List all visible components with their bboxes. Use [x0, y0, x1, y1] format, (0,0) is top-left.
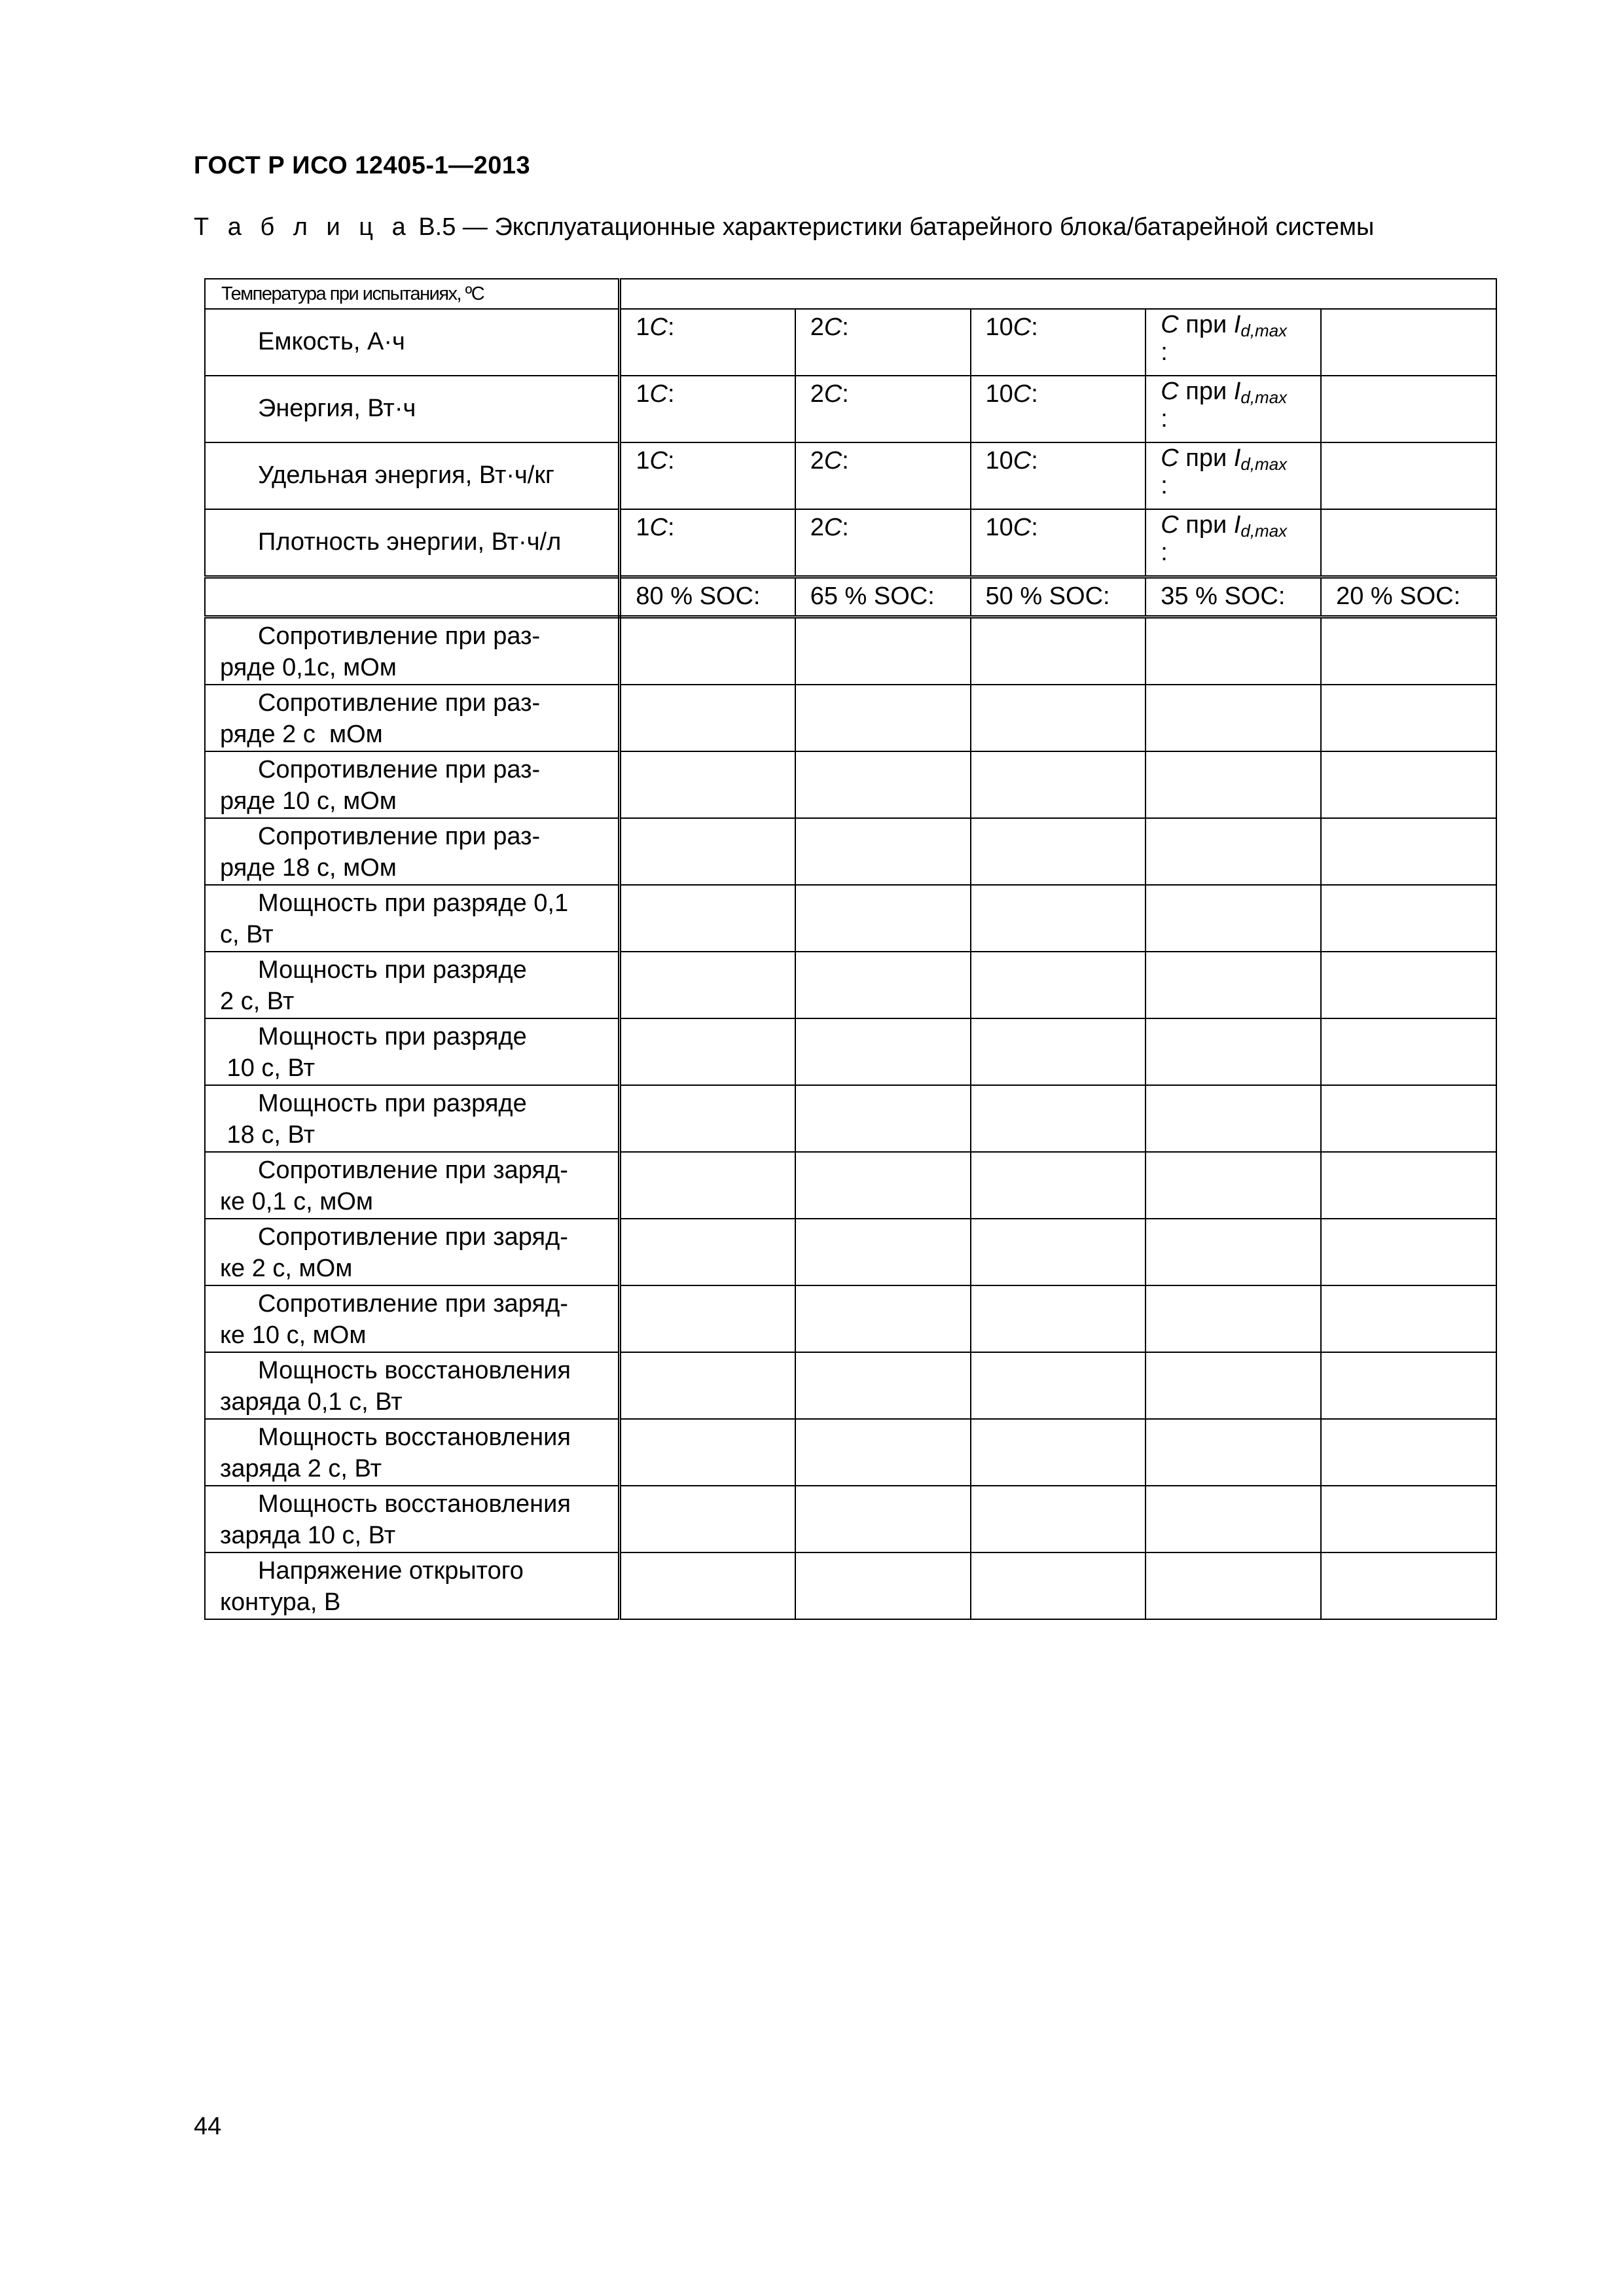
- rate-suffix: :: [1031, 447, 1038, 475]
- rate-cmax-cell[interactable]: [1146, 309, 1321, 376]
- value-cell[interactable]: [620, 1219, 795, 1285]
- value-cell[interactable]: [795, 685, 971, 751]
- value-cell[interactable]: [795, 818, 971, 885]
- value-cell[interactable]: [795, 1018, 971, 1085]
- parameter-label: [205, 1285, 620, 1352]
- parameter-label: [205, 1085, 620, 1152]
- value-cell[interactable]: [620, 1085, 795, 1152]
- rate-number: 1: [636, 380, 650, 408]
- value-cell[interactable]: [620, 617, 795, 685]
- cmax-i: I: [1233, 378, 1241, 405]
- parameter-row: [205, 1085, 1496, 1152]
- value-cell[interactable]: [1146, 617, 1321, 685]
- value-cell[interactable]: [1146, 751, 1321, 818]
- value-cell[interactable]: [971, 1352, 1146, 1419]
- value-cell[interactable]: [1321, 1219, 1496, 1285]
- temperature-label: Температура при испытаниях, ºС: [205, 279, 620, 309]
- parameter-label-line1: Сопротивление при раз-: [258, 622, 541, 650]
- cmax-text: при: [1178, 511, 1234, 539]
- parameter-label-line1: Сопротивление при раз-: [258, 689, 541, 717]
- parameter-row: [205, 1285, 1496, 1352]
- value-cell[interactable]: [971, 885, 1146, 952]
- value-cell[interactable]: [1146, 1219, 1321, 1285]
- value-cell[interactable]: [1146, 1085, 1321, 1152]
- soc-header: 35 % SOC:: [1146, 577, 1321, 617]
- caption-number: В.5: [411, 213, 456, 241]
- rate-number: 10: [985, 314, 1013, 341]
- parameter-label-line2: контура, В: [220, 1588, 341, 1616]
- metric-label: Энергия, Вт·ч: [205, 376, 620, 442]
- value-cell[interactable]: [795, 1419, 971, 1486]
- cmax-text: при: [1178, 378, 1234, 405]
- parameter-label-line2: ряде 0,1с, мОм: [220, 653, 397, 681]
- rate-2c-cell[interactable]: [795, 376, 971, 442]
- empty-value-cell[interactable]: [1321, 442, 1496, 509]
- rate-number: 1: [636, 514, 650, 541]
- rate-2c-cell[interactable]: [795, 442, 971, 509]
- metric-label: Удельная энергия, Вт·ч/кг: [205, 442, 620, 509]
- parameter-row: [205, 751, 1496, 818]
- parameter-label-line2: заряда 0,1 с, Вт: [220, 1388, 403, 1416]
- value-cell[interactable]: [1321, 1419, 1496, 1486]
- parameter-label: [205, 885, 620, 952]
- value-cell[interactable]: [795, 1152, 971, 1219]
- rate-unit: С: [649, 380, 668, 408]
- value-cell[interactable]: [1321, 1018, 1496, 1085]
- value-cell[interactable]: [1146, 1419, 1321, 1486]
- rate-number: 10: [985, 514, 1013, 541]
- rate-10c-cell[interactable]: [971, 442, 1146, 509]
- parameter-label-line1: Сопротивление при раз-: [258, 756, 541, 783]
- rate-1c-cell[interactable]: [620, 376, 795, 442]
- rate-suffix: :: [1031, 514, 1038, 541]
- parameter-label-line2: 2 с, Вт: [220, 987, 295, 1015]
- value-cell[interactable]: [620, 885, 795, 952]
- value-cell[interactable]: [795, 751, 971, 818]
- rate-unit: С: [1013, 447, 1032, 475]
- cmax-text: при: [1178, 444, 1234, 472]
- value-cell[interactable]: [1146, 685, 1321, 751]
- rate-cmax-cell[interactable]: [1146, 376, 1321, 442]
- parameter-label-line1: Напряжение открытого: [258, 1557, 524, 1585]
- empty-value-cell[interactable]: [1321, 309, 1496, 376]
- cmax-subscript: d,max: [1240, 387, 1288, 407]
- value-cell[interactable]: [1146, 952, 1321, 1018]
- parameter-row: [205, 617, 1496, 685]
- parameter-label-line1: Мощность восстановления: [258, 1490, 571, 1518]
- value-cell[interactable]: [1321, 1085, 1496, 1152]
- rate-number: 10: [985, 380, 1013, 408]
- parameter-label-line1: Сопротивление при заряд-: [258, 1223, 568, 1251]
- rate-suffix: :: [842, 447, 849, 475]
- value-cell[interactable]: [1321, 617, 1496, 685]
- value-cell[interactable]: [1146, 818, 1321, 885]
- value-cell[interactable]: [971, 818, 1146, 885]
- parameter-label: [205, 617, 620, 685]
- page-number: 44: [194, 2113, 222, 2140]
- cmax-c: С: [1161, 511, 1179, 539]
- parameter-label-line2: ряде 18 с, мОм: [220, 853, 397, 882]
- parameter-label: [205, 1419, 620, 1486]
- value-cell[interactable]: [620, 1486, 795, 1552]
- value-cell[interactable]: [1146, 1152, 1321, 1219]
- rate-suffix: :: [1031, 314, 1038, 341]
- metric-row: [205, 509, 1496, 577]
- value-cell[interactable]: [971, 751, 1146, 818]
- value-cell[interactable]: [1321, 685, 1496, 751]
- value-cell[interactable]: [795, 1219, 971, 1285]
- metric-label: Емкость, А·ч: [205, 309, 620, 376]
- parameter-label: [205, 952, 620, 1018]
- parameter-label-line1: Мощность при разряде: [258, 956, 527, 984]
- value-cell[interactable]: [795, 1285, 971, 1352]
- cmax-c: С: [1161, 311, 1179, 338]
- temperature-row: [205, 279, 1496, 309]
- rate-number: 10: [985, 447, 1013, 475]
- parameter-label-line1: Сопротивление при заряд-: [258, 1157, 568, 1184]
- value-cell[interactable]: [971, 685, 1146, 751]
- parameter-label-line2: ке 10 с, мОм: [220, 1321, 367, 1349]
- value-cell[interactable]: [1321, 1352, 1496, 1419]
- value-cell[interactable]: [971, 1219, 1146, 1285]
- rate-suffix: :: [842, 314, 849, 341]
- rate-number: 2: [810, 380, 824, 408]
- parameter-label-line1: Мощность при разряде: [258, 1090, 527, 1117]
- parameter-label-line1: Сопротивление при раз-: [258, 823, 541, 850]
- parameter-row: [205, 1219, 1496, 1285]
- parameter-label: [205, 1352, 620, 1419]
- cmax-colon: :: [1161, 539, 1168, 567]
- soc-header: 50 % SOC:: [971, 577, 1146, 617]
- rate-number: 2: [810, 314, 824, 341]
- value-cell[interactable]: [1321, 1486, 1496, 1552]
- value-cell[interactable]: [620, 1419, 795, 1486]
- parameter-label: [205, 1552, 620, 1619]
- soc-header: 65 % SOC:: [795, 577, 971, 617]
- rate-unit: С: [1013, 314, 1032, 341]
- soc-blank-cell: [205, 577, 620, 617]
- rate-10c-cell[interactable]: [971, 309, 1146, 376]
- value-cell[interactable]: [620, 1152, 795, 1219]
- rate-unit: С: [649, 314, 668, 341]
- parameter-row: [205, 885, 1496, 952]
- parameter-label-line1: Мощность при разряде 0,1: [258, 889, 569, 917]
- parameter-label-line2: ке 0,1 с, мОм: [220, 1187, 374, 1215]
- rate-suffix: :: [842, 380, 849, 408]
- value-cell[interactable]: [1321, 885, 1496, 952]
- cmax-colon: :: [1161, 472, 1168, 500]
- value-cell[interactable]: [795, 1552, 971, 1619]
- value-cell[interactable]: [971, 1085, 1146, 1152]
- value-cell[interactable]: [620, 1018, 795, 1085]
- cmax-i: I: [1233, 511, 1241, 539]
- rate-2c-cell[interactable]: [795, 309, 971, 376]
- rate-unit: С: [823, 314, 842, 341]
- rate-10c-cell[interactable]: [971, 509, 1146, 577]
- parameter-label-line1: Мощность при разряде: [258, 1023, 527, 1050]
- rate-unit: С: [649, 447, 668, 475]
- parameter-row: [205, 1152, 1496, 1219]
- rate-suffix: :: [842, 514, 849, 541]
- value-cell[interactable]: [1146, 1018, 1321, 1085]
- rate-10c-cell[interactable]: [971, 376, 1146, 442]
- empty-value-cell[interactable]: [1321, 509, 1496, 577]
- rate-cmax-cell[interactable]: [1146, 442, 1321, 509]
- value-cell[interactable]: [1321, 1552, 1496, 1619]
- value-cell[interactable]: [795, 1486, 971, 1552]
- parameter-label: [205, 1018, 620, 1085]
- rate-unit: С: [823, 514, 842, 541]
- metric-row: [205, 442, 1496, 509]
- value-cell[interactable]: [620, 818, 795, 885]
- value-cell[interactable]: [1321, 751, 1496, 818]
- parameter-label-line2: заряда 10 с, Вт: [220, 1521, 396, 1549]
- parameter-label-line2: ке 2 с, мОм: [220, 1254, 353, 1282]
- parameter-row: [205, 952, 1496, 1018]
- parameter-label-line1: Сопротивление при заряд-: [258, 1290, 568, 1318]
- rate-unit: С: [1013, 380, 1032, 408]
- value-cell[interactable]: [795, 885, 971, 952]
- value-cell[interactable]: [971, 1285, 1146, 1352]
- parameter-row: [205, 1419, 1496, 1486]
- parameter-label-line2: 10 с, Вт: [220, 1054, 315, 1082]
- value-cell[interactable]: [971, 1018, 1146, 1085]
- rate-unit: С: [1013, 514, 1032, 541]
- parameter-label: [205, 1486, 620, 1552]
- parameter-row: [205, 1018, 1496, 1085]
- value-cell[interactable]: [795, 1352, 971, 1419]
- parameter-row: [205, 818, 1496, 885]
- parameter-row: [205, 1486, 1496, 1552]
- value-cell[interactable]: [620, 685, 795, 751]
- metric-row: [205, 309, 1496, 376]
- value-cell[interactable]: [620, 952, 795, 1018]
- soc-header: 20 % SOC:: [1321, 577, 1496, 617]
- metric-row: [205, 376, 1496, 442]
- value-cell[interactable]: [971, 1152, 1146, 1219]
- table-caption: [194, 213, 1374, 242]
- parameter-label-line1: Мощность восстановления: [258, 1424, 571, 1451]
- parameter-label-line2: заряда 2 с, Вт: [220, 1454, 382, 1482]
- value-cell[interactable]: [795, 1085, 971, 1152]
- value-cell[interactable]: [1146, 885, 1321, 952]
- parameter-label: [205, 1219, 620, 1285]
- parameter-label-line2: 18 с, Вт: [220, 1121, 315, 1149]
- parameter-label: [205, 751, 620, 818]
- parameter-label-line2: с, Вт: [220, 920, 274, 948]
- rate-suffix: :: [668, 514, 675, 541]
- value-cell[interactable]: [1146, 1552, 1321, 1619]
- cmax-subscript: d,max: [1240, 321, 1288, 340]
- value-cell[interactable]: [971, 952, 1146, 1018]
- rate-number: 2: [810, 447, 824, 475]
- rate-2c-cell[interactable]: [795, 509, 971, 577]
- parameter-label-line2: ряде 2 с мОм: [220, 720, 383, 748]
- rate-number: 1: [636, 314, 650, 341]
- cmax-c: С: [1161, 444, 1179, 472]
- value-cell[interactable]: [1321, 952, 1496, 1018]
- value-cell[interactable]: [620, 1552, 795, 1619]
- value-cell[interactable]: [1146, 1486, 1321, 1552]
- parameter-label-line2: ряде 10 с, мОм: [220, 787, 397, 815]
- rate-cmax-cell[interactable]: [1146, 509, 1321, 577]
- value-cell[interactable]: [1146, 1352, 1321, 1419]
- cmax-i: I: [1233, 444, 1241, 472]
- value-cell[interactable]: [1321, 1285, 1496, 1352]
- rate-number: 1: [636, 447, 650, 475]
- cmax-text: при: [1178, 311, 1234, 338]
- value-cell[interactable]: [971, 1486, 1146, 1552]
- value-cell[interactable]: [620, 1352, 795, 1419]
- cmax-colon: :: [1161, 405, 1168, 433]
- cmax-subscript: d,max: [1240, 521, 1288, 541]
- caption-text: — Эксплуатационные характеристики батарейного блока/батарейной системы: [456, 213, 1375, 241]
- rate-suffix: :: [668, 314, 675, 341]
- parameter-row: [205, 685, 1496, 751]
- value-cell[interactable]: [971, 1419, 1146, 1486]
- cmax-subscript: d,max: [1240, 454, 1288, 474]
- cmax-c: С: [1161, 378, 1179, 405]
- value-cell[interactable]: [620, 751, 795, 818]
- value-cell[interactable]: [795, 617, 971, 685]
- caption-prefix: Т а б л и ц а: [194, 213, 412, 241]
- parameter-row: [205, 1352, 1496, 1419]
- soc-header: 80 % SOC:: [620, 577, 795, 617]
- value-cell[interactable]: [971, 1552, 1146, 1619]
- soc-header-row: [205, 577, 1496, 617]
- parameter-label: [205, 685, 620, 751]
- cmax-colon: :: [1161, 338, 1168, 367]
- parameter-label: [205, 1152, 620, 1219]
- rate-suffix: :: [668, 447, 675, 475]
- metric-label: Плотность энергии, Вт·ч/л: [205, 509, 620, 577]
- empty-value-cell[interactable]: [1321, 376, 1496, 442]
- table-body: [205, 279, 1496, 1619]
- rate-unit: С: [823, 380, 842, 408]
- rate-1c-cell[interactable]: [620, 442, 795, 509]
- parameter-label: [205, 818, 620, 885]
- cmax-i: I: [1233, 311, 1241, 338]
- value-cell[interactable]: [1321, 818, 1496, 885]
- rate-suffix: :: [668, 380, 675, 408]
- rate-1c-cell[interactable]: [620, 509, 795, 577]
- value-cell[interactable]: [971, 617, 1146, 685]
- rate-number: 2: [810, 514, 824, 541]
- performance-table: [204, 278, 1497, 1620]
- rate-unit: С: [823, 447, 842, 475]
- rate-1c-cell[interactable]: [620, 309, 795, 376]
- document-header: ГОСТ Р ИСО 12405-1—2013: [194, 152, 531, 179]
- temperature-value-cell[interactable]: [620, 279, 1496, 309]
- rate-unit: С: [649, 514, 668, 541]
- value-cell[interactable]: [1146, 1285, 1321, 1352]
- value-cell[interactable]: [1321, 1152, 1496, 1219]
- value-cell[interactable]: [795, 952, 971, 1018]
- value-cell[interactable]: [620, 1285, 795, 1352]
- rate-suffix: :: [1031, 380, 1038, 408]
- parameter-label-line1: Мощность восстановления: [258, 1357, 571, 1384]
- parameter-row: [205, 1552, 1496, 1619]
